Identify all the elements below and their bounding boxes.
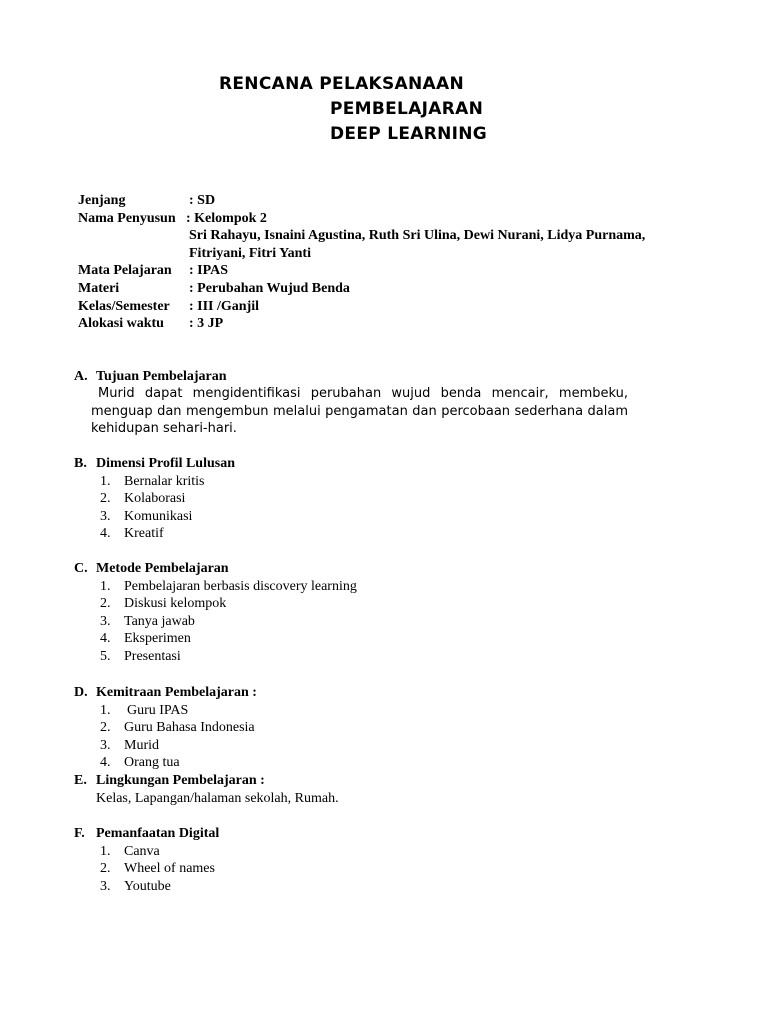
list-item: [74, 490, 654, 508]
list-number: 1.: [100, 473, 111, 489]
title-line-3: DEEP LEARNING: [330, 124, 488, 144]
list-text: Guru IPAS: [127, 702, 189, 718]
list-item: [74, 648, 654, 666]
list-text: Presentasi: [124, 648, 181, 664]
list-item: [74, 843, 654, 861]
list-text: Diskusi kelompok: [124, 596, 227, 612]
meta-row-penyusun: [78, 210, 698, 228]
section-letter: E.: [74, 773, 87, 788]
section-c: [74, 560, 654, 666]
author-names-line-1: Sri Rahayu, Isnaini Agustina, Ruth Sri Ulina, Dewi Nurani, Lidya Purnama,: [189, 228, 646, 244]
list-number: 1.: [100, 578, 111, 594]
list-number: 4.: [100, 526, 111, 542]
list-number: 5.: [100, 648, 111, 664]
list-number: 3.: [100, 508, 111, 524]
digital-tools-list: [74, 843, 654, 896]
list-text: Orang tua: [124, 755, 180, 771]
title-line-2: PEMBELAJARAN: [330, 99, 484, 119]
meta-value: : Perubahan Wujud Benda: [189, 280, 350, 296]
list-item: [74, 754, 654, 772]
list-item: [74, 737, 654, 755]
section-e: [74, 772, 654, 807]
section-b: [74, 455, 654, 543]
list-number: 3.: [100, 878, 111, 894]
meta-value: : 3 JP: [189, 316, 224, 332]
section-letter: F.: [74, 826, 85, 841]
meta-value: : Kelompok 2: [186, 210, 267, 226]
meta-row-jenjang: [78, 192, 698, 210]
list-number: 2.: [100, 720, 111, 736]
list-number: 3.: [100, 737, 111, 753]
list-item: [74, 878, 654, 896]
list-text: Wheel of names: [124, 861, 215, 877]
section-heading: [74, 684, 654, 702]
list-item: [74, 473, 654, 491]
list-item: [74, 578, 654, 596]
list-item: [74, 525, 654, 543]
author-names-line-2: Fitriyani, Fitri Yanti: [189, 245, 311, 261]
section-title: Dimensi Profil Lulusan: [96, 456, 235, 471]
section-letter: A.: [74, 369, 88, 384]
partnership-list: [74, 702, 654, 772]
meta-label: Nama Penyusun: [78, 210, 176, 226]
list-item: [74, 702, 654, 720]
meta-row-mapel: [78, 262, 698, 280]
identity-block: [78, 192, 698, 333]
meta-label: Materi: [78, 280, 120, 296]
list-number: 2.: [100, 596, 111, 612]
list-item: [74, 508, 654, 526]
list-number: 2.: [100, 861, 111, 877]
list-text: Youtube: [124, 878, 171, 894]
section-title: Tujuan Pembelajaran: [96, 369, 227, 384]
list-text: Bernalar kritis: [124, 473, 205, 489]
list-text: Kolaborasi: [124, 491, 186, 507]
meta-label: Kelas/Semester: [78, 298, 170, 314]
list-item: [74, 595, 654, 613]
meta-row-kelas: [78, 298, 698, 316]
list-text: Pembelajaran berbasis discovery learning: [124, 578, 357, 594]
list-text: Kreatif: [124, 526, 164, 542]
list-number: 2.: [100, 491, 111, 507]
meta-label: Mata Pelajaran: [78, 263, 172, 279]
meta-row-penyusun-names-2: [78, 245, 698, 263]
list-text: Tanya jawab: [124, 613, 195, 629]
list-text: Guru Bahasa Indonesia: [124, 720, 255, 736]
environment-text: Kelas, Lapangan/halaman sekolah, Rumah.: [96, 790, 339, 806]
meta-row-alokasi: [78, 315, 698, 333]
list-number: 4.: [100, 755, 111, 771]
meta-value: : III /Ganjil: [189, 298, 260, 314]
section-d: [74, 684, 654, 772]
method-list: [74, 578, 654, 666]
environment-row: [74, 790, 654, 808]
list-number: 3.: [100, 613, 111, 629]
section-heading: [74, 368, 654, 386]
section-f: [74, 825, 654, 895]
profile-dimension-list: [74, 473, 654, 543]
list-text: Canva: [124, 843, 160, 859]
meta-row-penyusun-names: [78, 227, 698, 245]
section-heading: [74, 455, 654, 473]
list-item: [74, 613, 654, 631]
meta-label: Jenjang: [78, 193, 126, 208]
meta-label: Alokasi waktu: [78, 316, 164, 332]
list-item: [74, 860, 654, 878]
section-heading: [74, 560, 654, 578]
section-heading: [74, 772, 654, 790]
section-a: [74, 368, 654, 386]
section-title: Pemanfaatan Digital: [96, 826, 220, 841]
meta-value: : SD: [189, 193, 216, 208]
list-text: Murid: [124, 737, 159, 753]
meta-value: : IPAS: [189, 263, 229, 279]
list-number: 4.: [100, 631, 111, 647]
title-line-1: RENCANA PELAKSANAAN: [219, 74, 464, 94]
list-number: 1.: [100, 702, 111, 718]
list-text: Eksperimen: [124, 631, 191, 647]
section-letter: B.: [74, 456, 87, 471]
learning-objective-paragraph: Murid dapat mengidentifikasi perubahan wujud benda mencair, membeku, menguap dan mengembun melalui pengamatan dan percobaan sederhana dalam kehidupan sehari-hari.: [91, 386, 628, 437]
list-item: [74, 630, 654, 648]
section-title: Lingkungan Pembelajaran :: [96, 773, 265, 788]
meta-row-materi: [78, 280, 698, 298]
list-number: 1.: [100, 843, 111, 859]
section-title: Kemitraan Pembelajaran :: [96, 685, 257, 700]
section-letter: C.: [74, 561, 88, 576]
list-item: [74, 719, 654, 737]
section-title: Metode Pembelajaran: [96, 561, 229, 576]
section-letter: D.: [74, 685, 88, 700]
list-text: Komunikasi: [124, 508, 193, 524]
section-heading: [74, 825, 654, 843]
